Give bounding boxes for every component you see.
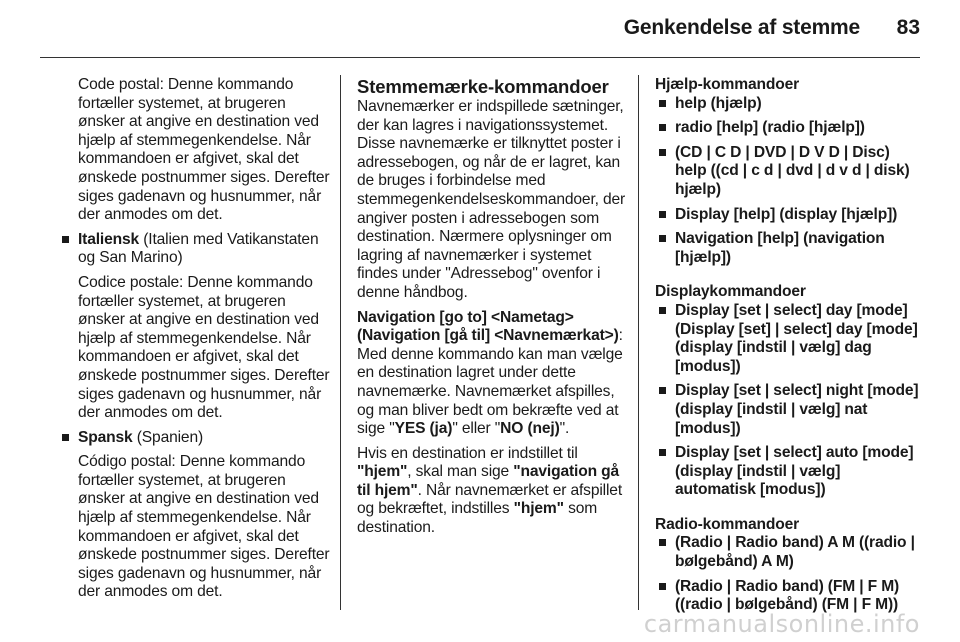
list-item xyxy=(655,206,925,225)
radio-commands-title: Radio-kommandoer xyxy=(655,515,800,533)
list-item-term: Italiensk xyxy=(78,230,140,248)
bullet-square-icon xyxy=(659,307,666,314)
list-item-text: (Radio | Radio band) (FM | F M) ((radio | bølgebånd) (FM | F M)) xyxy=(675,577,900,614)
bullet-square-icon xyxy=(659,449,666,456)
text-run: , skal man sige xyxy=(407,463,514,481)
display-commands-title: Displaykommandoer xyxy=(655,283,806,301)
bullet-square-icon xyxy=(659,211,666,218)
list-item-note: (Italien med Vatikanstaten og San Marino) xyxy=(78,230,319,267)
list-item-text: Display [help] (display [hjælp]) xyxy=(675,205,898,223)
bullet-square-icon xyxy=(659,387,666,394)
bullet-square-icon xyxy=(62,236,69,243)
list-item-text: (CD | C D | DVD | D V D | Disc) help ((cd | c d | dvd | d v d | disk) hjælp) xyxy=(675,143,910,198)
bullet-square-icon xyxy=(659,235,666,242)
text-run: " eller " xyxy=(452,420,501,438)
text-run: som destination. xyxy=(357,500,598,537)
header-rule xyxy=(40,57,920,58)
list-item-note: (Spanien) xyxy=(132,428,204,446)
text-run: ". xyxy=(559,420,570,438)
paragraph: Code postal: Denne kommando fortæller systemet, at brugeren ønsker at angive en destination ved hjælp af stemmegenkendelse. Når kommandoen er afgivet, skal det ønskede postnummer siges. Derefter siges gadenavn og husnummer, når der anmodes om det. xyxy=(78,76,330,224)
section-title: Stemmemærke-kommandoer xyxy=(357,76,609,97)
list-item xyxy=(655,119,925,138)
text-run: Hvis en destination er indstillet til xyxy=(357,444,578,462)
nav-home-label: "navigation gå til hjem" xyxy=(357,463,620,499)
list-item-text: Display [set | select] day [mode] (Display [set] | select] day [mode] (display [indstil | vælg] dag [modus]) xyxy=(675,301,918,375)
list-item xyxy=(655,444,925,500)
paragraph xyxy=(357,445,627,538)
command-paragraph xyxy=(357,309,627,439)
watermark: carmanualsonline.info xyxy=(643,610,920,638)
column-divider xyxy=(638,75,639,610)
hjem-label: "hjem" xyxy=(357,463,408,481)
yes-label: YES (ja) xyxy=(394,420,453,438)
column-left xyxy=(60,76,330,608)
text-run: Med denne kommando kan man vælge en destination lagret under dette navnemærke. Navnemærket afspilles, og man bliver bedt om bekræfte ved at sige " xyxy=(357,345,623,438)
list-item-text: radio [help] (radio [hjælp]) xyxy=(675,119,865,137)
list-item-text: Navigation [help] (navigation [hjælp]) xyxy=(675,230,885,266)
list-item xyxy=(60,429,330,448)
list-item-text: (Radio | Radio band) A M ((radio | bølgebånd) A M) xyxy=(675,534,915,571)
paragraph: Navnemærker er indspillede sætninger, der kan lagres i navigationssystemet. Disse navnemærke er tilknyttet poster i adressebogen, og når de er lagret, kan de bruges i forbindelse med stemmegenkendelseskommandoer, der angiver posten i adressebogen som destination. Nærmere oplysninger om lagring af navnemærker i systemet findes under "Adressebog" ovenfor i denne håndbog. xyxy=(357,98,626,301)
list-item xyxy=(655,230,925,267)
list-item xyxy=(655,302,925,376)
paragraph: Codice postale: Denne kommando fortæller systemet, at brugeren ønsker at angive en destination ved hjælp af stemmegenkendelse. Når kommandoen er afgivet, skal det ønskede postnummer siges. Derefter siges gadenavn og husnummer, når der anmodes om det. xyxy=(78,273,330,422)
bullet-square-icon xyxy=(659,149,666,156)
column-right xyxy=(655,76,925,621)
list-item-text: Display [set | select] night [mode] (display [indstil | vælg] nat [modus]) xyxy=(675,382,919,437)
no-label: NO (nej) xyxy=(500,420,560,438)
list-item xyxy=(655,144,925,200)
bullet-square-icon xyxy=(659,539,666,546)
help-commands-title: Hjælp-kommandoer xyxy=(655,76,800,93)
bullet-square-icon xyxy=(659,100,666,107)
list-item-term: Spansk xyxy=(78,428,133,446)
list-item xyxy=(655,382,925,438)
hjem-label: "hjem" xyxy=(513,500,564,518)
bullet-square-icon xyxy=(659,124,666,131)
column-middle xyxy=(357,76,627,544)
list-item xyxy=(655,534,925,571)
command-title: Navigation [go to] <Nametag> (Navigation [gå til] <Navnemærkat>) xyxy=(357,308,619,345)
list-item xyxy=(655,95,925,114)
column-divider xyxy=(340,75,341,610)
page-number: 83 xyxy=(896,16,920,39)
bullet-square-icon xyxy=(659,583,666,590)
text-run: . Når navnemærket er afspillet og bekræftet, indstilles xyxy=(357,481,623,518)
page-title: Genkendelse af stemme xyxy=(623,16,860,39)
paragraph: Código postal: Denne kommando fortæller systemet, at brugeren ønsker at angive en destination ved hjælp af stemmegenkendelse. Når kommandoen er afgivet, skal det ønskede postnummer siges. Derefter siges gadenavn og husnummer, når der anmodes om det. xyxy=(78,453,330,601)
list-item xyxy=(60,231,330,268)
text-run: : xyxy=(618,327,623,345)
bullet-square-icon xyxy=(62,434,69,441)
list-item-text: help (hjælp) xyxy=(675,94,762,112)
list-item-text: Display [set | select] auto [mode] (display [indstil | vælg] automatisk [modus]) xyxy=(675,444,914,499)
